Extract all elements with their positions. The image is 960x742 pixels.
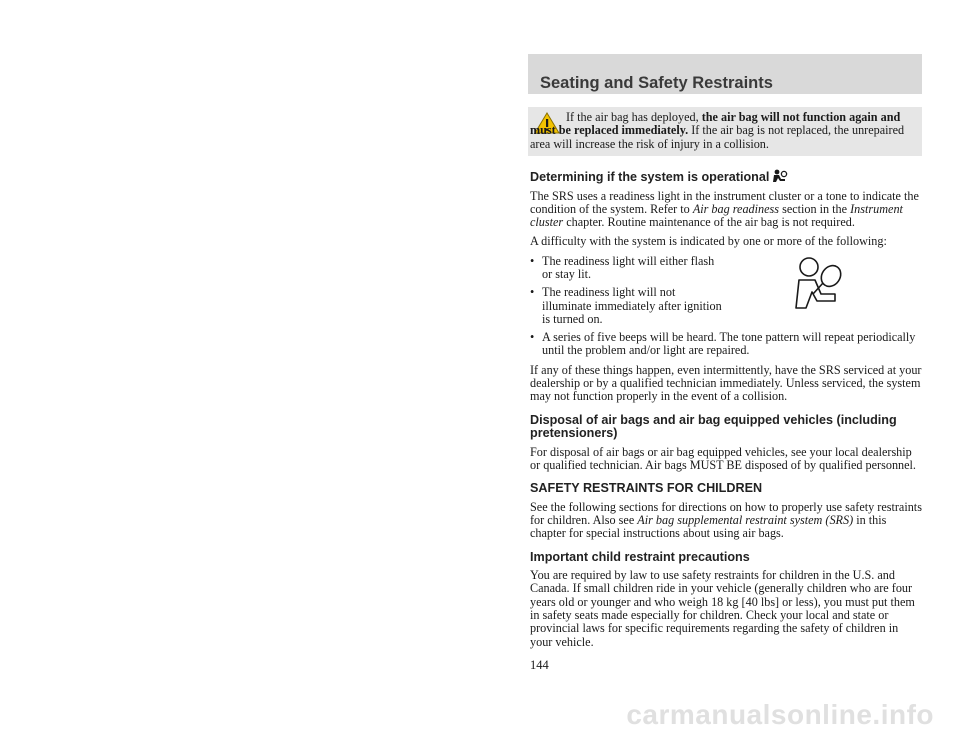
bullet-list — [530, 255, 922, 358]
body-text — [530, 169, 922, 655]
paragraph: See the following sections for directions on how to properly use safety restraints for children. Also see Air bag supplemental restraint system (SRS) in this chapter for special instructions about using air bags. — [530, 499, 922, 541]
list-item: • The readiness light will either flash or stay lit. — [530, 253, 715, 281]
paragraph: The SRS uses a readiness light in the instrument cluster or a tone to indicate the condition of the system. Refer to Air bag readiness section in the Instrument cluster chapter. Routine maintenance of the air bag is not required. — [530, 188, 919, 230]
paragraph: A difficulty with the system is indicated by one or more of the following: — [530, 234, 887, 249]
list-item: • A series of five beeps will be heard. The tone pattern will repeat periodically until the problem and/or light are repaired. — [530, 330, 916, 358]
warning-text: If the air bag has deployed, the air bag will not function again and must be replaced immediately. If the air bag is not replaced, the unrepaired area will increase the risk of injury in a collision. — [530, 110, 905, 151]
paragraph: If any of these things happen, even intermittently, have the SRS serviced at your dealership or by a qualified technician immediately. Unless serviced, the system may not function properly in the event of a collision. — [530, 362, 922, 404]
page-title: Seating and Safety Restraints — [540, 74, 773, 92]
heading-precautions: Important child restraint precautions — [530, 549, 750, 564]
page-number: 144 — [530, 658, 549, 672]
list-item: • The readiness light will not illuminate immediately after ignition is turned on. — [530, 285, 722, 326]
heading-operational: Determining if the system is operational — [530, 169, 922, 185]
heading-children: SAFETY RESTRAINTS FOR CHILDREN — [530, 481, 763, 496]
airbag-indicator-icon — [772, 169, 788, 184]
airbag-warning-symbol-icon — [793, 256, 845, 312]
heading-disposal: Disposal of air bags and air bag equipped vehicles (including pretensioners) — [530, 412, 897, 441]
paragraph: For disposal of air bags or air bag equipped vehicles, see your local dealership or qualified technician. Air bags MUST BE disposed of by qualified personnel. — [530, 444, 916, 472]
manual-page — [528, 0, 922, 742]
watermark: carmanualsonline.info — [626, 699, 934, 730]
paragraph: You are required by law to use safety restraints for children in the U.S. and Canada. If small children ride in your vehicle (generally children who are four years old or younger and who weigh 18 kg [40 lbs] or less), you must put them in safety seats made especially for children. Check your local and state or provincial laws for specific requirements regarding the safety of children in your vehicle. — [530, 568, 915, 649]
